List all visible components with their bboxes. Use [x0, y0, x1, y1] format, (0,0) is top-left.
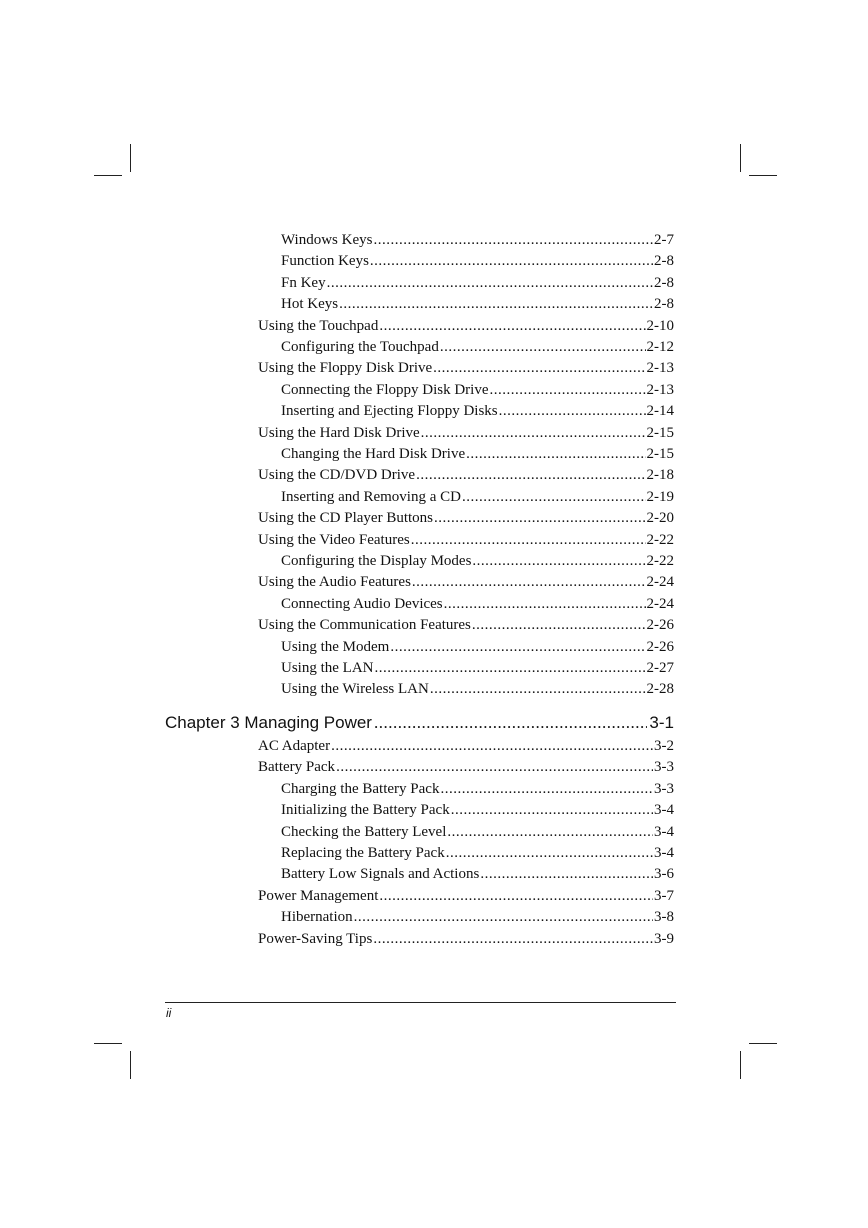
toc-entry-title: Inserting and Removing a CD: [281, 489, 461, 505]
toc-subsection-entry[interactable]: [281, 293, 674, 315]
toc-entry-title: Using the Communication Features: [258, 617, 471, 633]
leader-dots: [412, 571, 646, 593]
toc-subsection-entry[interactable]: [281, 336, 674, 358]
crop-mark: [740, 144, 741, 172]
toc-section-entry[interactable]: [258, 756, 674, 778]
leader-dots: [434, 507, 646, 529]
toc-entry-title: Changing the Hard Disk Drive: [281, 446, 466, 462]
toc-entry-title: Using the Wireless LAN: [281, 681, 429, 697]
crop-mark: [749, 1043, 777, 1044]
toc-section-entry[interactable]: [258, 464, 674, 486]
toc-subsection-entry[interactable]: [281, 379, 674, 401]
toc-entry-title: Windows Keys: [281, 232, 373, 248]
toc-entry-page-number: 2-14: [646, 403, 674, 419]
toc-entry-title: Battery Low Signals and Actions: [281, 866, 480, 882]
toc-entry-page-number: 2-26: [646, 617, 674, 633]
toc-entry-title: Hot Keys: [281, 296, 339, 312]
toc-entry-page-number: 2-15: [646, 446, 674, 462]
footer-rule: [165, 1002, 676, 1003]
leader-dots: [339, 293, 653, 315]
toc-section-entry[interactable]: [258, 357, 674, 379]
toc-subsection-entry[interactable]: [281, 486, 674, 508]
leader-dots: [462, 486, 646, 508]
toc-entry-page-number: 2-24: [646, 596, 674, 612]
leader-dots: [370, 250, 653, 272]
toc-entry-page-number: 2-19: [646, 489, 674, 505]
toc-subsection-entry[interactable]: [281, 906, 674, 928]
toc-subsection-entry[interactable]: [281, 657, 674, 679]
toc-entry-title: Using the Touchpad: [258, 318, 379, 334]
leader-dots: [374, 710, 647, 736]
toc-chapter-heading[interactable]: [165, 710, 674, 736]
toc-entry-page-number: 2-24: [646, 574, 674, 590]
toc-section-entry[interactable]: [258, 529, 674, 551]
leader-dots: [489, 379, 645, 401]
toc-section-entry[interactable]: [258, 507, 674, 529]
toc-entry-page-number: 2-8: [654, 275, 674, 291]
leader-dots: [440, 336, 646, 358]
toc-subsection-entry[interactable]: [281, 272, 674, 294]
toc-entry-page-number: 3-7: [654, 888, 674, 904]
crop-mark: [94, 175, 122, 176]
toc-entry-title: Using the Floppy Disk Drive: [258, 360, 433, 376]
toc-entry-title: Configuring the Touchpad: [281, 339, 439, 355]
leader-dots: [416, 464, 645, 486]
toc-entry-title: Initializing the Battery Pack: [281, 802, 450, 818]
toc-entry-title: Using the Hard Disk Drive: [258, 425, 420, 441]
toc-entry-page-number: 3-2: [654, 738, 674, 754]
toc-entry-title: Using the Modem: [281, 639, 390, 655]
toc-subsection-entry[interactable]: [281, 821, 674, 843]
toc-entry-title: Using the Video Features: [258, 532, 410, 548]
leader-dots: [447, 821, 653, 843]
toc-entry-page-number: 3-4: [654, 824, 674, 840]
toc-entry-page-number: 3-4: [654, 802, 674, 818]
toc-entry-title: Inserting and Ejecting Floppy Disks: [281, 403, 498, 419]
toc-entry-title: Charging the Battery Pack: [281, 781, 440, 797]
toc-entry-page-number: 2-7: [654, 232, 674, 248]
toc-subsection-entry[interactable]: [281, 550, 674, 572]
toc-subsection-entry[interactable]: [281, 799, 674, 821]
toc-entry-title: Using the CD/DVD Drive: [258, 467, 416, 483]
toc-section-entry[interactable]: [258, 315, 674, 337]
toc-entry-title: Using the LAN: [281, 660, 374, 676]
toc-entry-page-number: 2-22: [646, 532, 674, 548]
leader-dots: [472, 550, 645, 572]
toc-subsection-entry[interactable]: [281, 229, 674, 251]
toc-entry-title: Fn Key: [281, 275, 326, 291]
leader-dots: [472, 614, 646, 636]
leader-dots: [390, 636, 645, 658]
toc-entry-title: Battery Pack: [258, 759, 336, 775]
leader-dots: [499, 400, 646, 422]
toc-entry-page-number: 2-27: [646, 660, 674, 676]
toc-entry-title: Power-Saving Tips: [258, 931, 373, 947]
toc-section-entry[interactable]: [258, 422, 674, 444]
toc-subsection-entry[interactable]: [281, 250, 674, 272]
chapter-title: Chapter 3 Managing Power: [165, 713, 372, 732]
footer-page-number: ii: [166, 1006, 172, 1020]
toc-subsection-entry[interactable]: [281, 593, 674, 615]
leader-dots: [421, 422, 646, 444]
toc-entry-page-number: 2-20: [646, 510, 674, 526]
leader-dots: [433, 357, 645, 379]
crop-mark: [749, 175, 777, 176]
leader-dots: [373, 229, 653, 251]
leader-dots: [446, 842, 653, 864]
toc-subsection-entry[interactable]: [281, 678, 674, 700]
toc-entry-page-number: 2-13: [646, 382, 674, 398]
leader-dots: [480, 863, 653, 885]
toc-entry-page-number: 3-9: [654, 931, 674, 947]
toc-entry-page-number: 2-18: [646, 467, 674, 483]
toc-section-entry[interactable]: [258, 614, 674, 636]
toc-entry-page-number: 2-26: [646, 639, 674, 655]
leader-dots: [354, 906, 653, 928]
leader-dots: [466, 443, 645, 465]
toc-entry-title: Connecting the Floppy Disk Drive: [281, 382, 489, 398]
leader-dots: [430, 678, 646, 700]
toc-entry-page-number: 3-4: [654, 845, 674, 861]
toc-entry-page-number: 2-12: [646, 339, 674, 355]
crop-mark: [130, 1051, 131, 1079]
toc-subsection-entry[interactable]: [281, 778, 674, 800]
toc-subsection-entry[interactable]: [281, 842, 674, 864]
toc-entry-page-number: 2-8: [654, 296, 674, 312]
toc-subsection-entry[interactable]: [281, 636, 674, 658]
toc-subsection-entry[interactable]: [281, 400, 674, 422]
leader-dots: [411, 529, 646, 551]
toc-section-entry[interactable]: [258, 735, 674, 757]
toc-entry-title: AC Adapter: [258, 738, 331, 754]
toc-entry-title: Checking the Battery Level: [281, 824, 447, 840]
toc-entry-page-number: 3-3: [654, 781, 674, 797]
toc-entry-title: Using the Audio Features: [258, 574, 411, 590]
leader-dots: [379, 885, 653, 907]
leader-dots: [373, 928, 653, 950]
crop-mark: [94, 1043, 122, 1044]
toc-entry-title: Hibernation: [281, 909, 353, 925]
toc-section-entry[interactable]: [258, 571, 674, 593]
leader-dots: [336, 756, 653, 778]
toc-entry-page-number: 2-8: [654, 253, 674, 269]
toc-entry-title: Configuring the Display Modes: [281, 553, 472, 569]
leader-dots: [375, 657, 646, 679]
toc-entry-title: Using the CD Player Buttons: [258, 510, 433, 526]
toc-entry-page-number: 2-13: [646, 360, 674, 376]
crop-mark: [740, 1051, 741, 1079]
leader-dots: [451, 799, 653, 821]
toc-entry-page-number: 3-6: [654, 866, 674, 882]
toc-entry-page-number: 3-8: [654, 909, 674, 925]
toc-entry-title: Power Management: [258, 888, 379, 904]
leader-dots: [379, 315, 645, 337]
toc-entry-page-number: 2-10: [646, 318, 674, 334]
toc-entry-title: Function Keys: [281, 253, 369, 269]
toc-subsection-entry[interactable]: [281, 863, 674, 885]
toc-entry-page-number: 2-22: [646, 553, 674, 569]
leader-dots: [440, 778, 653, 800]
crop-mark: [130, 144, 131, 172]
toc-entry-page-number: 2-28: [646, 681, 674, 697]
toc-section-entry[interactable]: [258, 928, 674, 950]
toc-entry-page-number: 2-15: [646, 425, 674, 441]
toc-section-entry[interactable]: [258, 885, 674, 907]
toc-entry-page-number: 3-3: [654, 759, 674, 775]
leader-dots: [444, 593, 646, 615]
toc-subsection-entry[interactable]: [281, 443, 674, 465]
toc-entry-title: Connecting Audio Devices: [281, 596, 443, 612]
leader-dots: [331, 735, 653, 757]
chapter-page-number: 3-1: [649, 713, 674, 732]
toc-entry-title: Replacing the Battery Pack: [281, 845, 445, 861]
leader-dots: [327, 272, 653, 294]
